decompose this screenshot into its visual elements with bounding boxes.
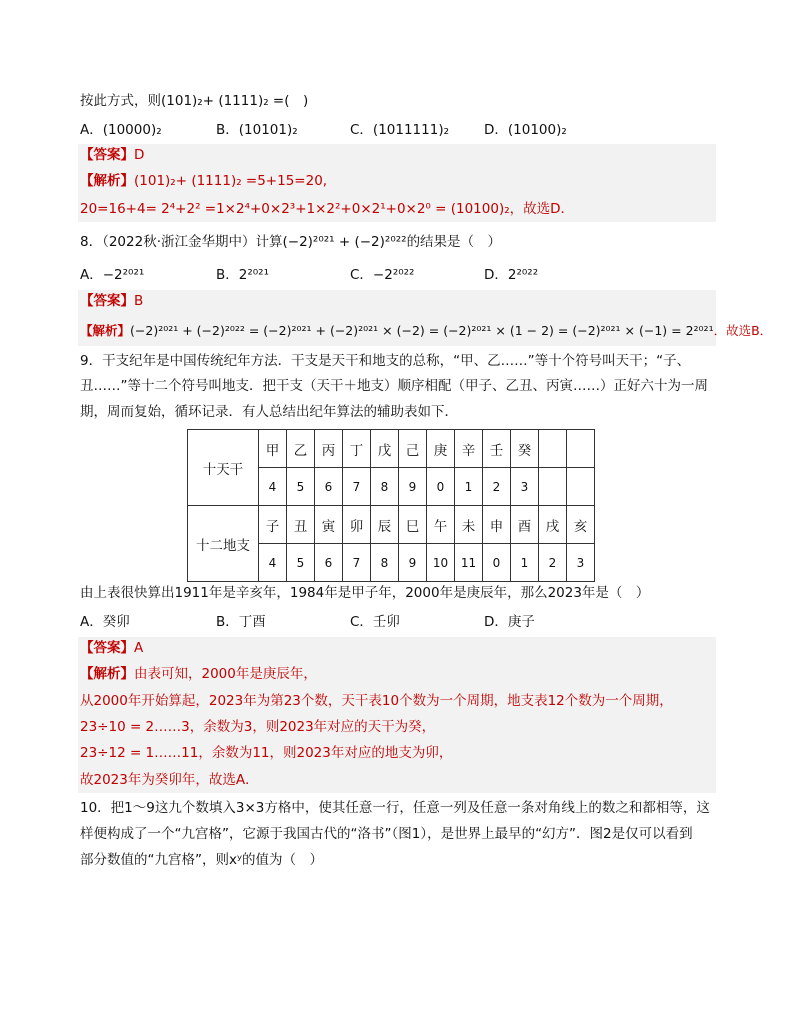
table-cell-empty [539, 468, 567, 506]
table-cell: 庚 [427, 430, 455, 468]
q9-stem-line3: 期，周而复始，循环记录．有人总结出纪年算法的辅助表如下． [80, 404, 458, 420]
table-cell: 7 [343, 468, 371, 506]
q9-analysis-line2: 从2000年开始算起，2023年为第23个数，天干表10个数为一个周期，地支表12个数为一个周期， [80, 693, 673, 709]
table-cell: 8 [371, 468, 399, 506]
answer-value: A [134, 640, 144, 656]
answer-value: D [134, 147, 145, 163]
q9-options [80, 610, 720, 630]
table-cell: 3 [511, 468, 539, 506]
q9-option-a: A．癸卯 [80, 614, 130, 630]
table-cell: 酉 [511, 506, 539, 544]
q8-option-a: A．−2²⁰²¹ [80, 267, 145, 283]
q9-option-c: C．壬卯 [350, 614, 400, 630]
table-cell: 辛 [455, 430, 483, 468]
table-cell: 戊 [371, 430, 399, 468]
table-cell: 9 [399, 544, 427, 582]
q8-stem-math: (−2)²⁰²¹ + (−2)²⁰²² [282, 234, 407, 250]
table-cell: 6 [315, 468, 343, 506]
table-cell: 丁 [343, 430, 371, 468]
table-cell: 申 [483, 506, 511, 544]
table-cell: 4 [259, 468, 287, 506]
q8-options [80, 263, 720, 283]
table-cell: 9 [399, 468, 427, 506]
q9-analysis-line4: 23÷12 = 1……11，余数为11，则2023年对应的地支为卯， [80, 745, 453, 761]
answer-tag: 【答案】 [80, 293, 134, 309]
q8-option-c: C．−2²⁰²² [350, 267, 415, 283]
table-cell: 乙 [287, 430, 315, 468]
table-cell: 0 [427, 468, 455, 506]
table-cell: 7 [343, 544, 371, 582]
table-cell: 2 [539, 544, 567, 582]
table-cell: 1 [455, 468, 483, 506]
tiangan-char-row [188, 430, 595, 468]
q9-analysis-line1 [80, 664, 317, 684]
ganzhi-table [187, 429, 595, 582]
table-cell: 癸 [511, 430, 539, 468]
q7-option-b: B．(10101)₂ [216, 122, 298, 138]
q7-option-d: D．(10100)₂ [484, 122, 567, 138]
answer-tag: 【答案】 [80, 147, 134, 163]
analysis-text: 由表可知，2000年是庚辰年， [134, 666, 317, 682]
table-cell: 辰 [371, 506, 399, 544]
q7-analysis-line2 [80, 199, 574, 219]
q7-options [80, 118, 720, 138]
table-cell: 1 [511, 544, 539, 582]
q8-analysis [80, 321, 772, 341]
q7-analysis-line1 [80, 171, 327, 191]
q9-analysis-line5: 故2023年为癸卯年，故选A． [80, 772, 259, 788]
q9-question: 由上表很快算出1911年是辛亥年，1984年是甲子年，2000年是庚辰年，那么2023年是（ ） [80, 585, 650, 601]
q7-answer [80, 145, 144, 165]
table-cell: 5 [287, 544, 315, 582]
table-cell: 10 [427, 544, 455, 582]
table-cell: 0 [483, 544, 511, 582]
q7-option-a: A．(10000)₂ [80, 122, 162, 138]
table-cell: 己 [399, 430, 427, 468]
dizhi-char-row [188, 506, 595, 544]
table-cell: 5 [287, 468, 315, 506]
table-cell: 午 [427, 506, 455, 544]
q7-stem: 按此方式，则(101)₂+ (1111)₂ =( ) [80, 93, 309, 109]
table-cell: 子 [259, 506, 287, 544]
table-cell: 6 [315, 544, 343, 582]
tiangan-label: 十天干 [188, 430, 259, 506]
answer-tag: 【答案】 [80, 640, 134, 656]
table-cell: 2 [483, 468, 511, 506]
q9-analysis-line3: 23÷10 = 2……3，余数为3，则2023年对应的天干为癸， [80, 719, 436, 735]
table-cell: 壬 [483, 430, 511, 468]
table-cell: 寅 [315, 506, 343, 544]
q10-stem-line3: 部分数值的“九宫格”，则xʸ的值为（ ） [80, 852, 324, 868]
analysis-tag: 【解析】 [80, 666, 134, 682]
dizhi-label: 十二地支 [188, 506, 259, 582]
q9-option-d: D．庚子 [484, 614, 535, 630]
q9-option-b: B．丁酉 [216, 614, 266, 630]
analysis-math: (−2)²⁰²¹ + (−2)²⁰²² = (−2)²⁰²¹ + (−2)²⁰²¹ × (−2) = (−2)²⁰²¹ × (1 − 2) = (−2)²⁰²¹ × (−1) = 2²⁰²¹ [130, 323, 714, 338]
q9-stem-line2: 丑……”等十二个符号叫地支．把干支（天干＋地支）顺序相配（甲子、乙丑、丙寅……）正好六十为一周 [80, 378, 708, 394]
q8-option-b: B．2²⁰²¹ [216, 267, 269, 283]
analysis-text: (101)₂+ (1111)₂ =5+15=20, [134, 173, 328, 189]
table-cell: 丑 [287, 506, 315, 544]
analysis-conclusion: ．故选B． [713, 323, 773, 338]
q8-stem [80, 232, 501, 252]
analysis-tag: 【解析】 [80, 173, 134, 189]
q8-option-d: D．2²⁰²² [484, 267, 539, 283]
table-cell-empty [539, 430, 567, 468]
table-cell: 亥 [567, 506, 595, 544]
table-cell: 8 [371, 544, 399, 582]
q7-option-c: C．(1011111)₂ [350, 122, 449, 138]
answer-value: B [134, 293, 144, 309]
q10-stem-line2: 样便构成了一个“九宫格”，它源于我国古代的“洛书”（图1），是世界上最早的“幻方”．图2是仅可以看到 [80, 826, 693, 842]
q10-stem-line1: 10．把1～9这九个数填入3×3方格中，使其任意一行，任意一列及任意一条对角线上的数之和都相等，这 [80, 800, 710, 816]
q8-stem-suffix: 的结果是（ ） [406, 234, 502, 250]
q8-answer [80, 291, 143, 311]
analysis-tag: 【解析】 [80, 323, 131, 338]
table-cell: 丙 [315, 430, 343, 468]
analysis-conclusion: ，故选D． [509, 201, 575, 217]
table-cell-empty [567, 430, 595, 468]
table-cell: 甲 [259, 430, 287, 468]
analysis-math: 20=16+4= 2⁴+2² =1×2⁴+0×2³+1×2²+0×2¹+0×2⁰ = (10100)₂ [80, 201, 510, 217]
q9-answer [80, 638, 143, 658]
table-cell: 未 [455, 506, 483, 544]
table-cell: 戌 [539, 506, 567, 544]
table-cell: 4 [259, 544, 287, 582]
table-cell-empty [567, 468, 595, 506]
table-cell: 3 [567, 544, 595, 582]
table-cell: 巳 [399, 506, 427, 544]
table-cell: 卯 [343, 506, 371, 544]
q9-stem-line1: 9．干支纪年是中国传统纪年方法．干支是天干和地支的总称，“甲、乙……”等十个符号叫天干；“子、 [80, 353, 691, 369]
q8-stem-prefix: 8．（2022秋·浙江金华期中）计算 [80, 234, 283, 250]
table-cell: 11 [455, 544, 483, 582]
